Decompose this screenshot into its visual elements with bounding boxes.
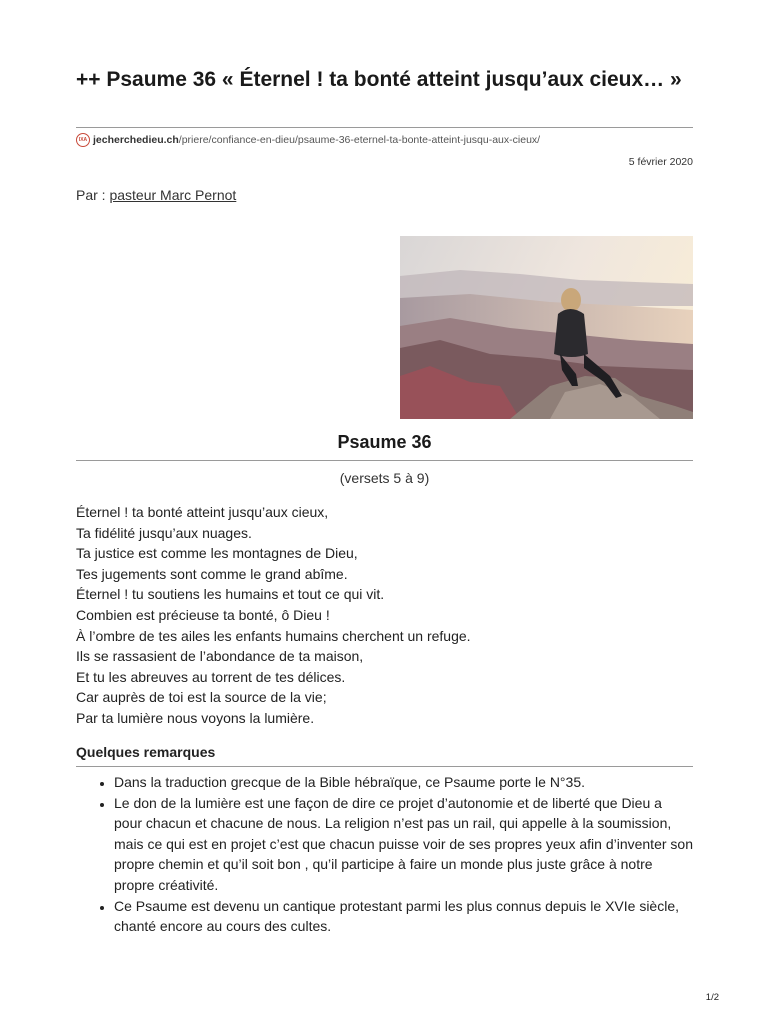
- verse-line: Éternel ! ta bonté atteint jusqu’aux cieux,: [76, 504, 329, 520]
- document-page: [76, 0, 693, 1024]
- verse-line: Éternel ! tu soutiens les humains et tout ce qui vit.: [76, 586, 385, 603]
- article-title: ++ Psaume 36 « Éternel ! ta bonté atteint jusqu’aux cieux… »: [76, 68, 682, 91]
- list-item: • Dans la traduction grecque de la Bible hébraïque, ce Psaume porte le N°35.: [114, 772, 693, 793]
- verse-line: À l’ombre de tes ailes les enfants humains cherchent un refuge.: [76, 627, 471, 644]
- verse-line: Ta fidélité jusqu’aux nuages.: [76, 524, 252, 541]
- page-number: 1/2: [705, 992, 719, 1003]
- psalm-divider: [76, 460, 693, 461]
- article-photo: [400, 236, 693, 419]
- list-item: • Le don de la lumière est une façon de dire ce projet d’autonomie et de liberté que Dieu a pour chacun et chacune de nous. La religion n’est pas un rail, qui appelle à la soumission, mais ce qui est en projet c’est que chacun puisse voir de ses propres yeux afin d’inventer son propre chemin et qu’il soit bon , qu’il participe à faire un monde plus juste grâce à notre propre créativité.: [114, 793, 693, 896]
- psalm-title: Psaume 36: [337, 432, 432, 452]
- verse-line: Par ta lumière nous voyons la lumière.: [76, 709, 315, 726]
- title-divider: [76, 127, 693, 128]
- site-logo-icon: IXA: [76, 133, 90, 147]
- byline: [76, 187, 236, 203]
- verse-line: Ils se rassasient de l’abondance de ta maison,: [76, 648, 364, 665]
- remarks-list: [76, 772, 693, 937]
- psalm-verses: [76, 502, 471, 729]
- verse-line: Tes jugements sont comme le grand abîme.: [76, 565, 348, 582]
- author-link[interactable]: pasteur Marc Pernot: [109, 187, 237, 203]
- publication-date: 5 février 2020: [628, 156, 693, 168]
- remarks-divider: [76, 766, 693, 767]
- photo-woman-on-mountain: [400, 236, 693, 419]
- source-path: /priere/confiance-en-dieu/psaume-36-eternel-ta-bonte-atteint-jusqu-aux-cieux/: [178, 134, 541, 146]
- psalm-subtitle: (versets 5 à 9): [339, 470, 430, 486]
- verse-line: Et tu les abreuves au torrent de tes délices.: [76, 668, 346, 685]
- verse-line: Car auprès de toi est la source de la vie;: [76, 689, 327, 706]
- source-domain: jecherchedieu.ch: [93, 134, 179, 146]
- remarks-heading: Quelques remarques: [76, 744, 216, 760]
- source-url[interactable]: [76, 133, 540, 147]
- verse-line: Combien est précieuse ta bonté, ô Dieu !: [76, 606, 330, 623]
- byline-prefix: Par :: [76, 187, 106, 203]
- verse-line: Ta justice est comme les montagnes de Dieu,: [76, 545, 358, 562]
- list-item: • Ce Psaume est devenu un cantique protestant parmi les plus connus depuis le XVIe siècle, chanté encore au cours des cultes.: [114, 896, 693, 937]
